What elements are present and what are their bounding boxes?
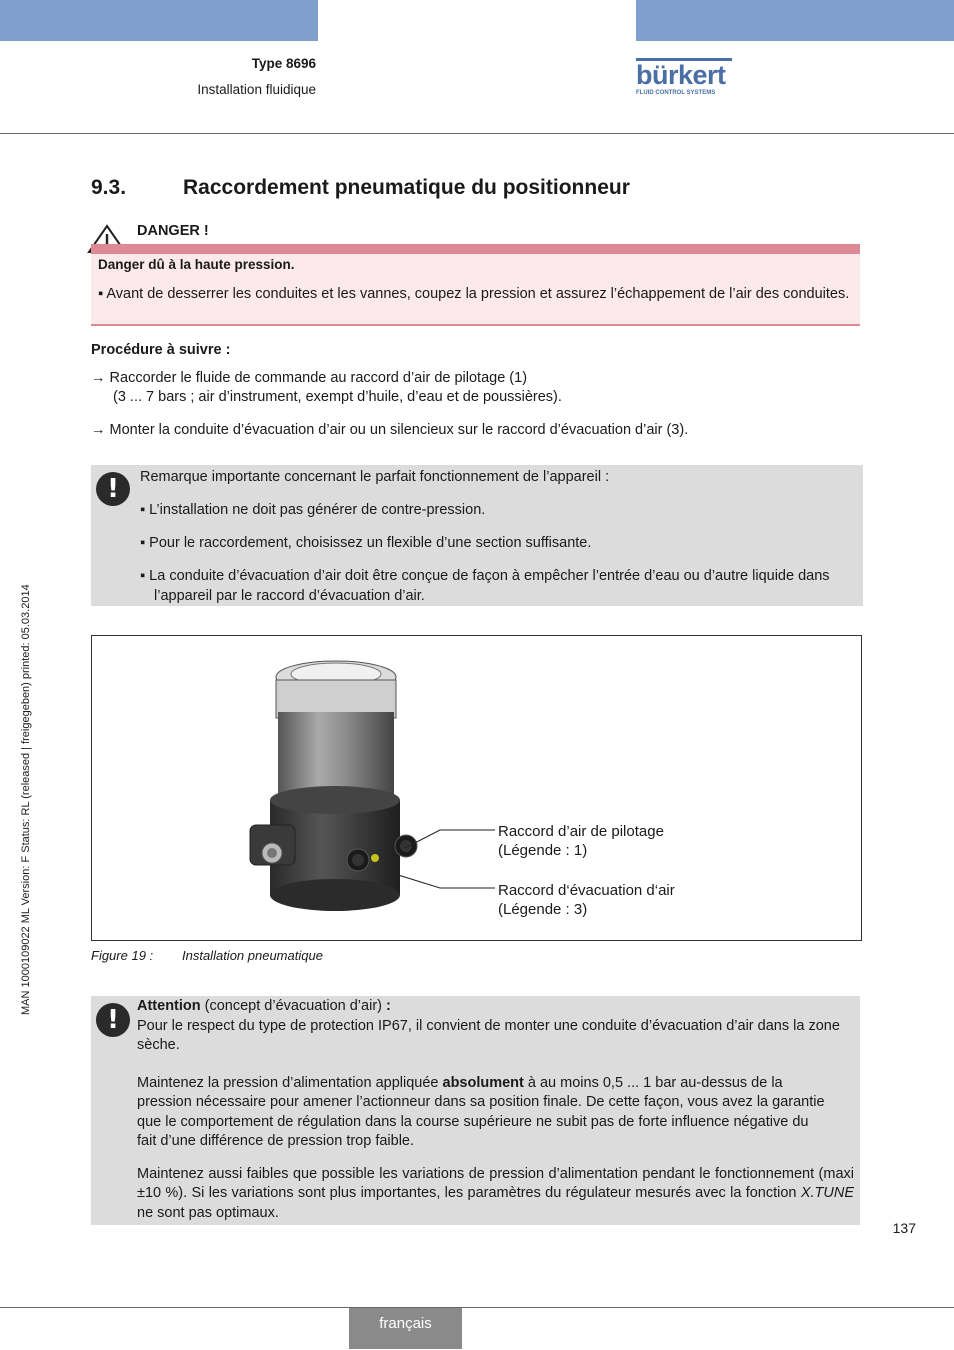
burkert-logo — [636, 58, 736, 103]
note-2-paragraph-3 — [137, 1165, 854, 1224]
language-tab: français — [349, 1308, 462, 1349]
step-1-line-1: → Raccorder le fluide de commande au raccord d’air de pilotage (1) — [91, 370, 528, 386]
danger-bar — [91, 244, 860, 254]
danger-label: DANGER ! — [137, 223, 209, 239]
section-number: 9.3. — [91, 176, 127, 199]
doc-section: Installation fluidique — [197, 82, 316, 97]
figure-caption-text: Installation pneumatique — [182, 948, 323, 963]
figure-caption — [91, 948, 323, 963]
note-1-item: ▪ L’installation ne doit pas générer de contre-pression. — [140, 502, 486, 518]
footer-rule — [0, 1307, 954, 1308]
attention-rest: (concept d’évacuation d’air) — [200, 998, 387, 1014]
p2-text-a: Maintenez la pression d’alimentation appliquée — [137, 1074, 443, 1091]
callout-exhaust-air — [498, 881, 675, 919]
note-1-content — [140, 467, 850, 606]
callout-1-line-2: (Légende : 1) — [498, 842, 588, 859]
side-metadata: MAN 1000109022 ML Version: F Status: RL (released | freigegeben) printed: 05.03.2014 — [20, 584, 32, 1015]
p2-text-b: à au moins 0,5 ... 1 bar au-dessus de la pression nécessaire pour amener l’actionneur dans sa position finale. De cette façon, vous avez la garantie que le comportement de régulation dans la course supérieure ne subit pas de forte influence négative du fait d’une différence de pression trop faible. — [137, 1074, 825, 1149]
procedure-step-1 — [91, 369, 562, 407]
page-number: 137 — [892, 1220, 916, 1236]
doc-type: Type 8696 — [251, 56, 316, 71]
p3-text-a: Maintenez aussi faibles que possible les variations de pression d’alimentation pendant le fonctionnement (maxi ±10 %). Si les variations sont plus importantes, les paramètres du régulateur mesurés avec la fonction — [137, 1165, 854, 1201]
header-rule — [0, 133, 954, 134]
note-2-heading — [137, 997, 854, 1017]
note-1-item: ▪ La conduite d’évacuation d’air doit être conçue de façon à empêcher l’entrée d’eau ou d’autre liquide dans l’appareil par le raccord d’évacuation d’air. — [140, 568, 830, 604]
callout-1-line-1: Raccord d’air de pilotage — [498, 823, 664, 840]
figure-frame — [91, 635, 862, 941]
header-bar-right — [636, 0, 954, 41]
note-1-item: ▪ Pour le raccordement, choisissez un flexible d’une section suffisante. — [140, 535, 592, 551]
procedure-step-2: → Monter la conduite d’évacuation d’air ou un silencieux sur le raccord d’évacuation d’air (3). — [91, 422, 689, 438]
figure-caption-number: Figure 19 : — [91, 948, 154, 963]
logo-subtext: FLUID CONTROL SYSTEMS — [636, 90, 716, 96]
logo-text: bürkert — [636, 60, 726, 90]
note-2-paragraph-1: Pour le respect du type de protection IP67, il convient de monter une conduite d’évacuation d’air dans la zone sèche. — [137, 1017, 840, 1053]
header-bar-left — [0, 0, 318, 41]
exclamation-icon: ! — [96, 472, 130, 506]
procedure-title: Procédure à suivre : — [91, 342, 231, 358]
note-2-paragraph-2 — [137, 1074, 827, 1152]
p3-text-b: ne sont pas optimaux. — [137, 1204, 279, 1221]
danger-text: ▪ Avant de desserrer les conduites et les vannes, coupez la pression et assurez l’échappement de l’air des conduites. — [98, 286, 850, 302]
p2-bold: absolument — [442, 1074, 524, 1091]
p3-italic: X.TUNE — [800, 1185, 854, 1201]
callout-pilot-air — [498, 822, 664, 860]
attention-label: Attention — [137, 998, 201, 1014]
section-heading — [91, 176, 630, 200]
section-title: Raccordement pneumatique du positionneur — [183, 176, 630, 199]
note-1-intro: Remarque importante concernant le parfait fonctionnement de l’appareil : — [140, 469, 610, 485]
danger-title: Danger dû à la haute pression. — [98, 257, 295, 272]
callout-lines — [400, 820, 500, 895]
callout-2-line-2: (Légende : 3) — [498, 901, 588, 918]
step-1-line-2: (3 ... 7 bars ; air d’instrument, exempt d’huile, d’eau et de poussières). — [113, 389, 562, 405]
callout-2-line-1: Raccord d‘évacuation d‘air — [498, 882, 675, 899]
attention-colon: : — [386, 998, 391, 1014]
exclamation-icon: ! — [96, 1003, 130, 1037]
note-2-content — [137, 997, 854, 1223]
